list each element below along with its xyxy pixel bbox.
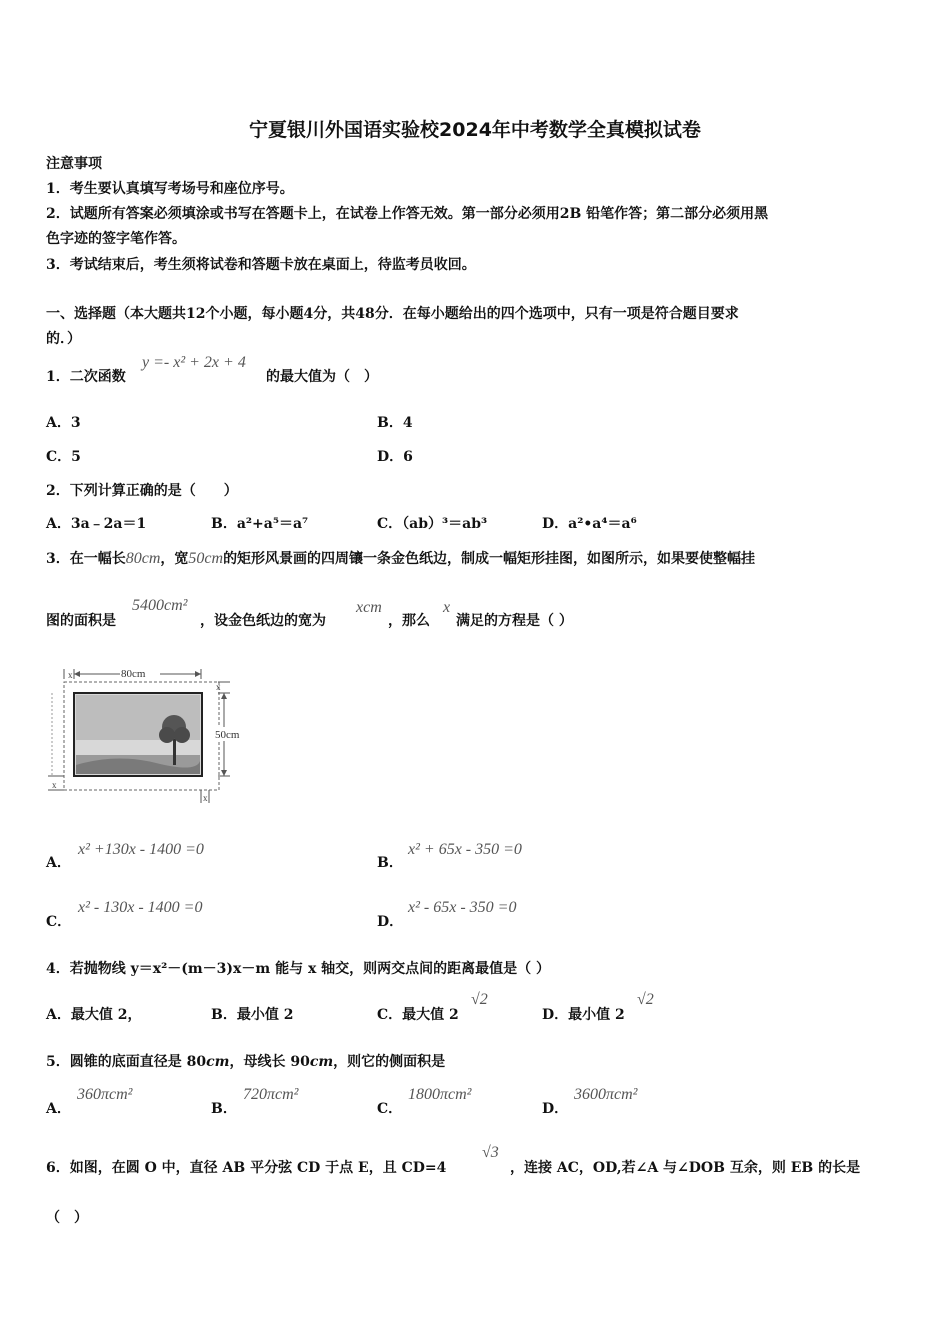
question-1-formula: y =- x² + 2x + 4 <box>142 354 246 371</box>
option-a: A．3a﹣2a＝1 <box>46 516 147 532</box>
option-d: D．最小值 2 <box>542 1007 625 1023</box>
question-3-x-var: x <box>443 599 451 616</box>
option-c: C．5 <box>46 449 81 465</box>
option-b-label: B． <box>211 1101 237 1117</box>
option-a: x² +130x - 1400 =0 <box>78 841 204 858</box>
notice-item: 2．试题所有答案必须填涂或书写在答题卡上，在试卷上作答无效。第一部分必须用2B 铅笔作答；第二部分必须用黑 <box>46 206 769 222</box>
question-2-stem: 2．下列计算正确的是（ ） <box>46 483 238 499</box>
x-label: x <box>52 780 57 790</box>
option-a: 360πcm² <box>77 1086 133 1103</box>
option-b: B．4 <box>377 415 413 431</box>
section-heading: 一、选择题（本大题共12个小题，每小题4分，共48分．在每小题给出的四个选项中，只有一项是符合题目要求 <box>46 306 739 322</box>
option-d-sqrt: √2 <box>637 991 654 1008</box>
notice-item: 1．考生要认真填写考场号和座位序号。 <box>46 181 294 197</box>
option-b-label: B． <box>377 855 403 871</box>
page-title: 宁夏银川外国语实验校2024年中考数学全真模拟试卷 <box>249 119 701 141</box>
height-label: 50cm <box>215 729 240 741</box>
option-a: A．最大值 2， <box>46 1007 142 1023</box>
option-b: B．a²+a⁵＝a⁷ <box>211 516 309 532</box>
question-1-pre: 1．二次函数 <box>46 369 126 385</box>
question-5-stem: 5．圆锥的底面直径是 80cm，母线长 90cm，则它的侧面积是 <box>46 1054 446 1070</box>
question-3-line-2-mid2: ，那么 <box>388 613 430 629</box>
notice-heading: 注意事项 <box>46 156 102 172</box>
question-3-width-var: xcm <box>356 599 382 616</box>
option-d: D．6 <box>377 449 413 465</box>
option-a: A．3 <box>46 415 81 431</box>
x-label: x <box>203 793 208 803</box>
option-d: 3600πcm² <box>574 1086 638 1103</box>
question-4-stem: 4．若抛物线 y＝x²－(m－3)x－m 能与 x 轴交，则两交点间的距离最值是（ ） <box>46 961 551 977</box>
option-c-label: C． <box>46 914 72 930</box>
option-a-label: A． <box>46 1101 71 1117</box>
option-c: C．（ab）³＝ab³ <box>377 516 488 532</box>
option-c-label: C． <box>377 1101 403 1117</box>
x-label: x <box>68 670 73 680</box>
section-heading-cont: 的．） <box>46 331 81 347</box>
option-c: x² - 130x - 1400 =0 <box>78 899 203 916</box>
option-b: 720πcm² <box>243 1086 299 1103</box>
question-3-line-2-mid: ，设金色纸边的宽为 <box>200 613 326 629</box>
x-label: x <box>216 682 221 692</box>
option-b: x² + 65x - 350 =0 <box>408 841 522 858</box>
question-3-line-2-pre: 图的面积是 <box>46 613 116 629</box>
framed-picture-figure <box>46 665 251 805</box>
question-6-sqrt: √3 <box>482 1144 499 1161</box>
option-a-label: A． <box>46 855 71 871</box>
notice-item: 色字迹的签字笔作答。 <box>46 231 186 247</box>
question-6-post: ，连接 AC，OD,若∠A 与∠DOB 互余，则 EB 的长是 <box>510 1160 861 1176</box>
option-d: D．a²•a⁴＝a⁶ <box>542 516 637 532</box>
question-3-line-1: 3．在一幅长80cm，宽50cm的矩形风景画的四周镶一条金色纸边，制成一幅矩形挂图，如图所示，如果要使整幅挂 <box>46 550 756 567</box>
question-6-answer-bracket: （ ） <box>46 1210 88 1226</box>
question-1-post: 的最大值为（ ） <box>266 369 378 385</box>
question-6-pre: 6．如图，在圆 O 中，直径 AB 平分弦 CD 于点 E，且 CD=4 <box>46 1160 447 1176</box>
option-d: x² - 65x - 350 =0 <box>408 899 517 916</box>
option-d-label: D． <box>542 1101 569 1117</box>
width-label: 80cm <box>121 668 146 680</box>
framed-picture-diagram <box>46 665 251 805</box>
notice-item: 3．考试结束后，考生须将试卷和答题卡放在桌面上，待监考员收回。 <box>46 257 476 273</box>
option-c: 1800πcm² <box>408 1086 472 1103</box>
option-c-sqrt: √2 <box>471 991 488 1008</box>
option-b: B．最小值 2 <box>211 1007 294 1023</box>
option-d-label: D． <box>377 914 404 930</box>
question-3-area: 5400cm² <box>132 597 188 614</box>
option-c: C．最大值 2 <box>377 1007 459 1023</box>
question-3-line-2-end: 满足的方程是（ ） <box>456 613 573 629</box>
